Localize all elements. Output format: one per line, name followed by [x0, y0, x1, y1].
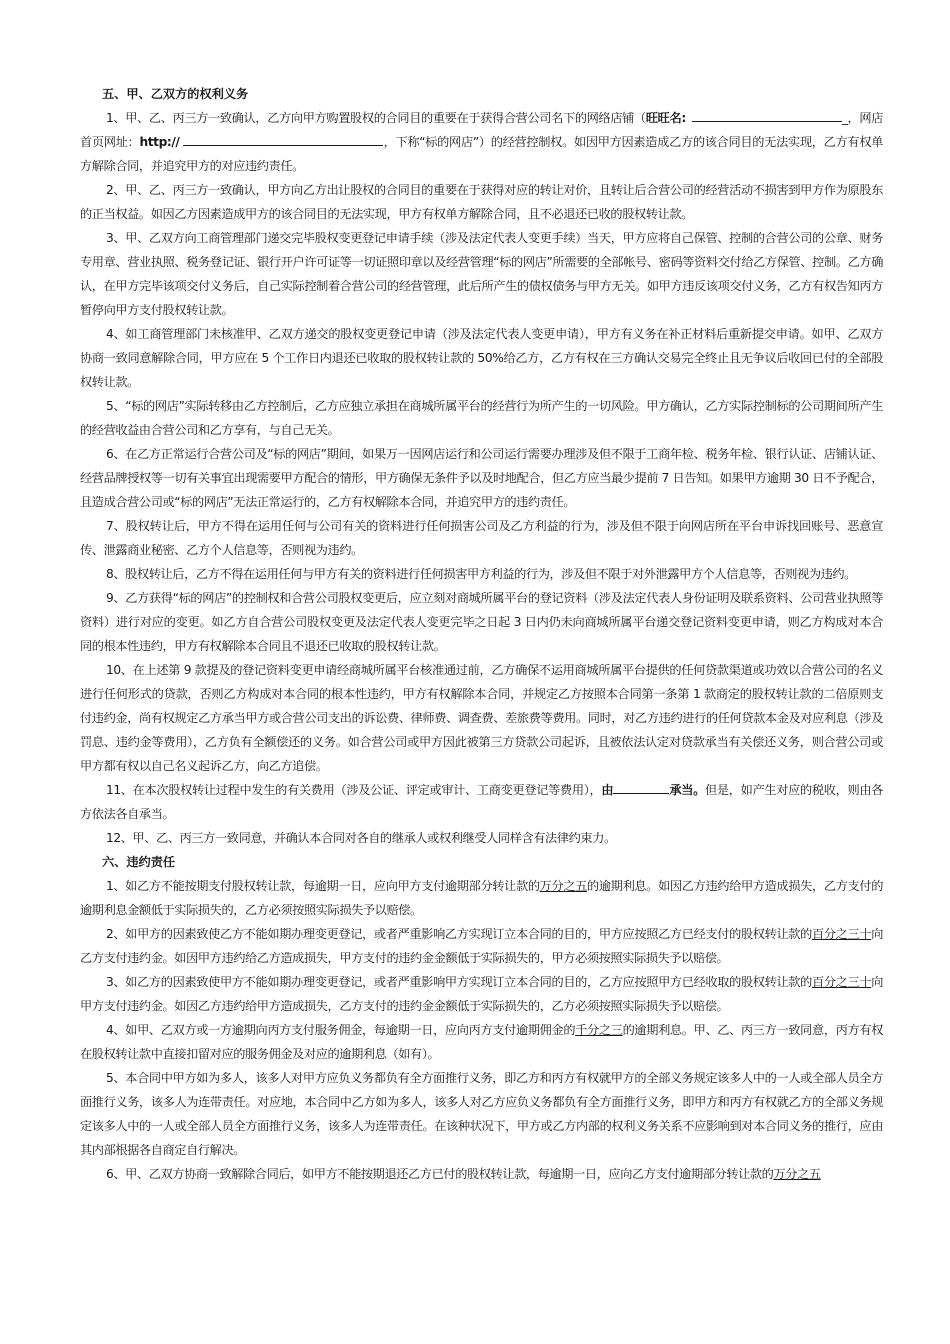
section-5-clause-11: 11、在本次股权转让过程中发生的有关费用（涉及公证、评定或审计、工商变更登记等费用），由 承当。但是，如产生对应的税收，则由各方依法各自承当。	[80, 783, 883, 821]
section-6-clause-4: 4、如甲、乙双方或一方逾期向丙方支付服务佣金，每逾期一日，应向丙方支付逾期佣金的千分之三的逾期利息。甲、乙、丙三方一致同意，丙方有权在股权转让款中直接扣留对应的服务佣金及对应的逾期利息（如有）。	[80, 1023, 883, 1061]
http-label: http://	[139, 135, 180, 149]
section-6-clause-3: 3、如乙方的因素致使甲方不能如期办理变更登记，或者严重影响甲方实现订立本合同的目的，乙方应按照甲方已经收取的股权转让款的百分之三十向甲方支付违约金。如因乙方违约给甲方造成损失，乙方支付的违约金金额低于实际损失的，乙方必须按照实际损失予以赔偿。	[80, 975, 883, 1013]
section-5-clause-8: 8、股权转让后，乙方不得在运用任何与甲方有关的资料进行任何损害甲方利益的行为，涉及但不限于对外泄露甲方个人信息等，否则视为违约。	[106, 567, 856, 581]
penalty-rate: 百分之三十	[812, 927, 872, 941]
late-interest-rate: 万分之五	[773, 1167, 821, 1181]
section-5-title: 五、甲、乙双方的权利义务	[102, 87, 249, 101]
section-5-clause-3: 3、甲、乙双方向工商管理部门递交完毕股权变更登记申请手续（涉及法定代表人变更手续）当天，甲方应将自己保管、控制的合营公司的公章、财务专用章、营业执照、税务登记证、银行开户许可证等一切证照印章以及经营管理“标的网店”所需要的全部帐号、密码等资料交付给乙方保管、控制。乙方确认，在甲方完毕该项交付义务后，自己实际控制着合营公司的经营管理，此后所产生的债权债务与甲方无关。如甲方违反该项交付义务，乙方有权告知丙方暂停向甲方支付股权转让款。	[80, 231, 883, 317]
section-5-clause-6: 6、在乙方正常运行合营公司及“标的网店”期间，如果万一因网店运行和公司运行需要办理涉及但不限于工商年检、税务年检、银行认证、店铺认证、经营品牌授权等一切有关事宜出现需要甲方配合的情形，甲方确保无条件予以及时地配合，但乙方应当最少提前 7 日告知。如果甲方逾期 30 日不予配合，且造成合营公司或“标的网店”无法正常运行的，乙方有权解除本合同，并追究甲方的违约责任。	[80, 447, 883, 509]
section-5-clause-12: 12、甲、乙、丙三方一致同意，并确认本合同对各自的继承人或权利继受人同样含有法律约束力。	[106, 831, 616, 845]
url-blank[interactable]	[183, 133, 383, 146]
section-6-title: 六、违约责任	[102, 855, 176, 869]
document-body	[80, 82, 883, 1186]
fee-bearer-blank[interactable]	[613, 781, 669, 794]
section-5-clause-2: 2、甲、乙、丙三方一致确认，甲方向乙方出让股权的合同目的重要在于获得对应的转让对价，且转让后合营公司的经营活动不损害到甲方作为原股东的正当权益。如因乙方因素造成甲方的该合同目的无法实现，甲方有权单方解除合同，且不必退还已收的股权转让款。	[80, 183, 883, 221]
section-5-clause-10: 10、在上述第 9 款提及的登记资料变更申请经商城所属平台核准通过前，乙方确保不运用商城所属平台提供的任何贷款渠道或功效以合营公司的名义进行任何形式的贷款，否则乙方构成对本合同的根本性违约，甲方有权解除本合同，并规定乙方按照本合同第一条第 1 款商定的股权转让款的二倍原则支付违约金，尚有权规定乙方承当甲方或合营公司支出的诉讼费、律师费、调查费、差旅费等费用。同时，对乙方违约进行的任何贷款本金及对应利息（涉及罚息、违约金等费用），乙方负有全额偿还的义务。如合营公司或甲方因此被第三方贷款公司起诉，且被依法认定对贷款承当有关偿还义务，则合营公司或甲方都有权以自己名义起诉乙方，向乙方追偿。	[80, 663, 883, 773]
late-interest-rate: 万分之五	[539, 879, 588, 893]
fee-bearer-prefix: 由	[601, 783, 614, 797]
section-5-clause-9: 9、乙方获得“标的网店”的控制权和合营公司股权变更后，应立刻对商城所属平台的登记资料（涉及法定代表人身份证明及联系资料、公司营业执照等资料）进行对应的变更。如乙方自合营公司股权变更及法定代表人变更完毕之日起 3 日内仍未向商城所属平台递交登记资料变更申请，则乙方构成对本合同的根本性违约，甲方有权解除本合同且不退还已收取的股权转让款。	[80, 591, 883, 653]
penalty-rate: 百分之三十	[812, 975, 872, 989]
section-6-clause-6: 6、甲、乙双方协商一致解除合同后，如甲方不能按期退还乙方已付的股权转让款，每逾期一日，应向乙方支付逾期部分转让款的万分之五	[106, 1167, 821, 1181]
section-5-clause-1: 1、甲、乙、丙三方一致确认，乙方向甲方购置股权的合同目的重要在于获得合营公司名下的网络店铺（旺旺名: _，网店首页网址：http:// ，下称“标的网店”）的经营控制权。如因甲方因素造成乙方的该合同目的无法实现，乙方有权单方解除合同，并追究甲方的对应违约责任。	[80, 111, 884, 173]
section-6-clause-2: 2、如甲方的因素致使乙方不能如期办理变更登记，或者严重影响乙方实现订立本合同的目的，甲方应按照乙方已经支付的股权转让款的百分之三十向乙方支付违约金。如因甲方违约给乙方造成损失，甲方支付的违约金金额低于实际损失的，甲方必须按照实际损失予以赔偿。	[80, 927, 883, 965]
section-5-clause-7: 7、股权转让后，甲方不得在运用任何与公司有关的资料进行任何损害公司及乙方利益的行为，涉及但不限于向网店所在平台申诉找回账号、恶意宣传、泄露商业秘密、乙方个人信息等，否则视为违约。	[80, 519, 883, 557]
wangwang-label: 旺旺名:	[645, 111, 686, 125]
section-6-clause-5: 5、本合同中甲方如为多人，该多人对甲方应负义务都负有全方面推行义务，即乙方和丙方有权就甲方的全部义务规定该多人中的一人或全部人员全方面推行义务，该多人为连带责任。对应地，本合同中乙方如为多人，该多人对乙方应负义务都负有全方面推行义务，即甲方和丙方有权就乙方的全部义务规定该多人中的一人或全部人员全方面推行义务，该多人为连带责任。在该种状况下，甲方或乙方内部的权利义务关系不应影响到对本合同义务的推行，应由其内部根据各自商定自行解决。	[80, 1071, 883, 1157]
section-5-clause-5: 5、“标的网店”实际转移由乙方控制后，乙方应独立承担在商城所属平台的经营行为所产生的一切风险。甲方确认，乙方实际控制标的公司期间所产生的经营收益由合营公司和乙方享有，与自己无关。	[80, 399, 883, 437]
fee-bearer-suffix: 承当。	[669, 783, 705, 797]
commission-interest-rate: 千分之三	[575, 1023, 623, 1037]
section-6-clause-1: 1、如乙方不能按期支付股权转让款，每逾期一日，应向甲方支付逾期部分转让款的万分之五的逾期利息。如因乙方违约给甲方造成损失，乙方支付的逾期利息金额低于实际损失的，乙方必须按照实际损失予以赔偿。	[80, 879, 884, 917]
wangwang-blank[interactable]	[692, 109, 842, 122]
section-5-clause-4: 4、如工商管理部门未核准甲、乙双方递交的股权变更登记申请（涉及法定代表人变更申请），甲方有义务在补正材料后重新提交申请。如甲、乙双方协商一致同意解除合同，甲方应在 5 个工作日内退还已收取的股权转让款的 50%给乙方，乙方有权在三方确认交易完全终止且无争议后收回已付的全部股权转让款。	[80, 327, 883, 389]
